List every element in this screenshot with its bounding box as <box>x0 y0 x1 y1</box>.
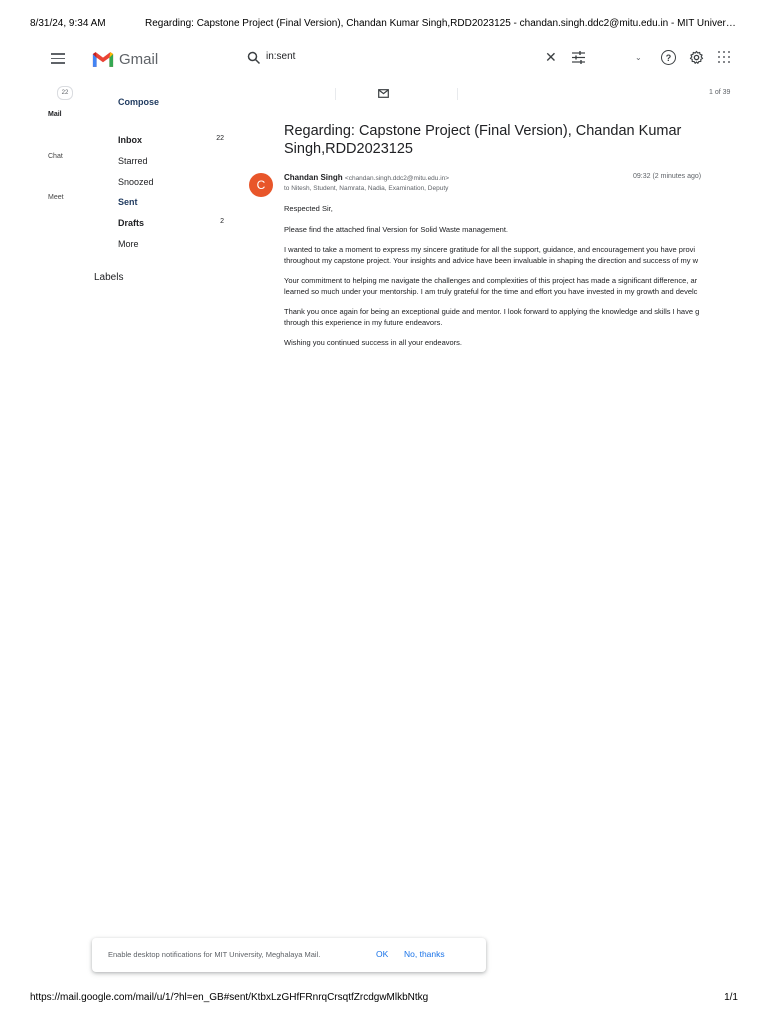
settings-icon[interactable] <box>689 50 704 65</box>
print-page-number: 1/1 <box>724 992 738 1003</box>
email-timestamp: 09:32 (2 minutes ago) <box>633 173 702 180</box>
body-line: through this experience in my future endeavors. <box>284 317 443 327</box>
rail-chat[interactable]: Chat <box>48 153 63 160</box>
apps-icon[interactable] <box>718 51 730 63</box>
print-datetime: 8/31/24, 9:34 AM <box>30 18 106 29</box>
body-line: Your commitment to helping me navigate the challenges and complexities of this project has made a significant difference, ar <box>284 276 698 285</box>
body-line: I wanted to take a moment to express my sincere gratitude for all the support, guidance, and encouragement you have provi <box>284 245 696 254</box>
sidebar-item-starred[interactable] <box>118 156 228 166</box>
sidebar-item-count: 2 <box>220 218 224 225</box>
print-url: https://mail.google.com/mail/u/1/?hl=en_GB#sent/KtbxLzGHfFRnrqCrsqtfZrcdgwMlkbNtkg <box>30 992 429 1003</box>
email-subject: Regarding: Capstone Project (Final Version), Chandan Kumar Singh,RDD2023125 <box>284 123 682 157</box>
sidebar-item-snoozed[interactable] <box>118 177 228 187</box>
sender-name[interactable]: Chandan Singh <box>284 173 343 182</box>
sender-email: <chandan.singh.ddc2@mitu.edu.in> <box>344 175 450 182</box>
body-line: learned so much under your mentorship. I am truly grateful for the time and effort you have invested in my growth and develc <box>284 286 698 296</box>
body-paragraph: Wishing you continued success in all your endeavors. <box>284 338 463 347</box>
mail-unread-badge: 22 <box>57 86 73 100</box>
print-footer <box>30 992 738 1006</box>
mark-unread-icon[interactable] <box>378 89 389 98</box>
sidebar-item-more[interactable] <box>118 239 228 249</box>
desktop-notification-prompt <box>92 938 486 972</box>
notification-ok-button[interactable]: OK <box>376 949 389 959</box>
body-paragraph <box>284 318 738 329</box>
body-paragraph: Please find the attached final Version for Solid Waste management. <box>284 224 509 234</box>
body-paragraph <box>284 245 738 256</box>
body-line: throughout my capstone project. Your insights and advice have been invaluable in shaping the direction and success of my w <box>284 255 699 265</box>
body-paragraph <box>284 287 738 298</box>
help-icon[interactable]: ? <box>661 50 676 65</box>
sidebar-item-drafts[interactable] <box>118 218 228 228</box>
gmail-logo[interactable] <box>92 49 158 69</box>
pagination-text: 1 of 39 <box>709 89 731 96</box>
rail-mail[interactable]: Mail <box>48 111 62 118</box>
gmail-m-icon <box>92 51 114 68</box>
body-paragraph <box>284 276 738 287</box>
toolbar-divider <box>335 88 336 100</box>
email-recipients[interactable]: to Nitesh, Student, Namrata, Nadia, Examination, Deputy <box>284 185 449 192</box>
sidebar-item-label: Snoozed <box>118 177 154 187</box>
sidebar-item-inbox[interactable] <box>118 135 228 145</box>
compose-button[interactable]: Compose <box>118 97 160 107</box>
body-line: Thank you once again for being an exceptional guide and mentor. I look forward to applying the knowledge and skills I have g <box>284 307 700 316</box>
sidebar-item-label: Sent <box>118 197 138 207</box>
body-paragraph <box>284 256 738 267</box>
toolbar-divider <box>457 88 458 100</box>
chevron-down-icon[interactable]: ⌄ <box>635 53 642 62</box>
body-paragraph <box>284 307 738 318</box>
search-options-icon[interactable] <box>571 50 586 65</box>
search-icon[interactable] <box>247 51 261 65</box>
print-header <box>30 18 738 32</box>
clear-search-icon[interactable]: ✕ <box>545 49 557 65</box>
print-title: Regarding: Capstone Project (Final Version), Chandan Kumar Singh,RDD2023125 - chandan.singh.ddc2@mitu.edu.in - MIT Univer… <box>145 18 736 29</box>
body-paragraph: Respected Sir, <box>284 204 333 213</box>
sidebar-item-sent[interactable] <box>118 197 228 207</box>
sender-line <box>284 173 449 182</box>
sidebar-item-label: Inbox <box>118 135 142 145</box>
menu-icon[interactable] <box>48 48 68 68</box>
search-input[interactable]: in:sent <box>266 51 296 62</box>
sidebar-item-count: 22 <box>216 135 224 142</box>
labels-heading: Labels <box>94 272 124 283</box>
rail-meet[interactable]: Meet <box>48 194 64 201</box>
sidebar-item-label: More <box>118 239 139 249</box>
notification-text: Enable desktop notifications for MIT University, Meghalaya Mail. <box>108 950 321 959</box>
email-body <box>284 204 738 359</box>
sidebar-item-label: Starred <box>118 156 148 166</box>
sender-avatar[interactable]: C <box>249 173 273 197</box>
notification-dismiss-button[interactable]: No, thanks <box>404 949 445 959</box>
sidebar-item-label: Drafts <box>118 218 145 228</box>
gmail-wordmark: Gmail <box>119 50 159 68</box>
